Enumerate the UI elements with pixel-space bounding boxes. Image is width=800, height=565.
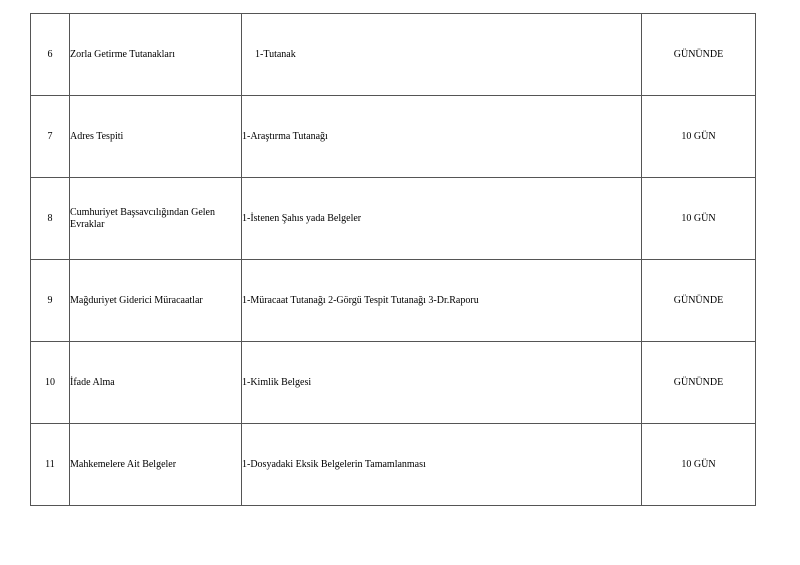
required-documents: 1-Müracaat Tutanağı 2-Görgü Tespit Tutanağı 3-Dr.Raporu bbox=[242, 260, 642, 342]
procedure-name: Mağduriyet Giderici Müracaatlar bbox=[70, 260, 242, 342]
completion-time: 10 GÜN bbox=[642, 424, 756, 506]
table-row bbox=[31, 424, 756, 506]
completion-time: GÜNÜNDE bbox=[642, 342, 756, 424]
procedure-name: Zorla Getirme Tutanakları bbox=[70, 14, 242, 96]
row-number: 11 bbox=[31, 424, 70, 506]
table-row bbox=[31, 260, 756, 342]
required-documents: 1-Dosyadaki Eksik Belgelerin Tamamlanması bbox=[242, 424, 642, 506]
table-row bbox=[31, 178, 756, 260]
completion-time: 10 GÜN bbox=[642, 178, 756, 260]
procedure-name: Mahkemelere Ait Belgeler bbox=[70, 424, 242, 506]
table-row bbox=[31, 96, 756, 178]
required-documents: 1-Kimlik Belgesi bbox=[242, 342, 642, 424]
completion-time: 10 GÜN bbox=[642, 96, 756, 178]
required-documents: 1-İstenen Şahıs yada Belgeler bbox=[242, 178, 642, 260]
completion-time: GÜNÜNDE bbox=[642, 14, 756, 96]
row-number: 9 bbox=[31, 260, 70, 342]
table-row bbox=[31, 14, 756, 96]
procedure-name: Cumhuriyet Başsavcılığından Gelen Evraklar bbox=[70, 178, 242, 260]
required-documents: 1-Araştırma Tutanağı bbox=[242, 96, 642, 178]
completion-time: GÜNÜNDE bbox=[642, 260, 756, 342]
table-row bbox=[31, 342, 756, 424]
procedure-name: İfade Alma bbox=[70, 342, 242, 424]
procedure-name: Adres Tespiti bbox=[70, 96, 242, 178]
procedures-table bbox=[30, 13, 756, 506]
required-documents: 1-Tutanak bbox=[242, 14, 642, 96]
row-number: 10 bbox=[31, 342, 70, 424]
row-number: 7 bbox=[31, 96, 70, 178]
row-number: 6 bbox=[31, 14, 70, 96]
row-number: 8 bbox=[31, 178, 70, 260]
